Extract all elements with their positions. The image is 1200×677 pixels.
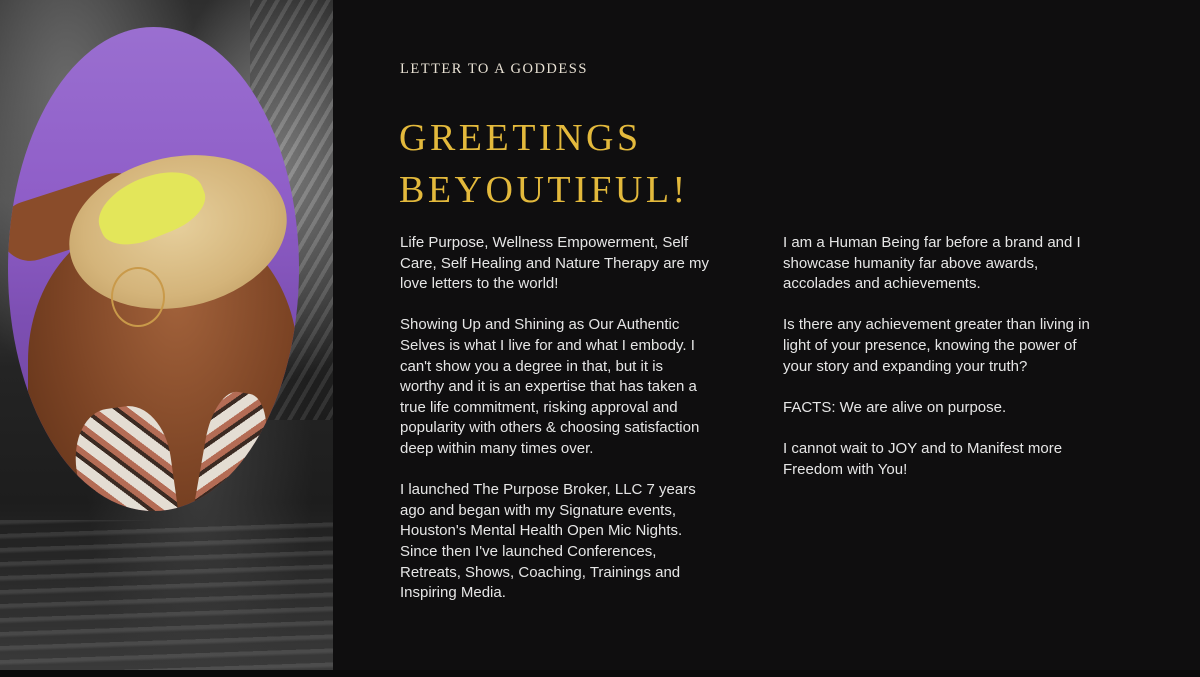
- text-line: Is there any achievement greater than living in: [783, 316, 1090, 334]
- paragraph: [783, 233, 1128, 295]
- headline-line-2: BEYOUTIFUL!: [399, 169, 689, 211]
- paragraph: [783, 439, 1128, 480]
- text-line: your story and expanding your truth?: [783, 357, 1028, 375]
- text-line: Houston's Mental Health Open Mic Nights.: [400, 522, 683, 540]
- paragraph: [400, 233, 745, 295]
- right-text-column: [783, 233, 1128, 501]
- text-line: ago and began with my Signature events,: [400, 501, 677, 519]
- left-text-column: [400, 233, 745, 624]
- text-line: I am a Human Being far before a brand and I: [783, 234, 1081, 251]
- text-line: I launched The Purpose Broker, LLC 7 years: [400, 481, 696, 499]
- subtitle: LETTER TO A GODDESS: [400, 61, 588, 77]
- text-line: I cannot wait to JOY and to Manifest more: [783, 439, 1063, 457]
- portrait-oval: [8, 27, 299, 511]
- text-line: true life commitment, risking approval and: [400, 398, 678, 416]
- text-line: Showing Up and Shining as Our Authentic: [400, 316, 680, 334]
- text-line: Retreats, Shows, Coaching, Trainings and: [400, 563, 681, 581]
- text-line: deep within many times over.: [400, 439, 594, 457]
- hoop-earring: [111, 267, 165, 327]
- bottom-edge: [0, 670, 1200, 677]
- water-ripples: [0, 520, 333, 670]
- text-line: showcase humanity far above awards,: [783, 254, 1039, 272]
- paragraph: [400, 480, 745, 604]
- text-line: Freedom with You!: [783, 460, 908, 478]
- text-line: light of your presence, knowing the power of: [783, 336, 1077, 354]
- text-line: Selves is what I live for and what I embody. I: [400, 336, 695, 354]
- text-line: popularity with others & choosing satisfaction: [400, 419, 700, 437]
- headline: [399, 112, 689, 216]
- text-line: Since then I've launched Conferences,: [400, 542, 657, 560]
- paragraph: [783, 398, 1128, 419]
- text-line: FACTS: We are alive on purpose.: [783, 398, 1007, 416]
- text-line: Care, Self Healing and Nature Therapy are my: [400, 254, 710, 272]
- headline-line-1: GREETINGS: [399, 117, 642, 159]
- text-line: worthy and it is an expertise that has taken a: [400, 378, 697, 396]
- paragraph: [400, 315, 745, 459]
- text-line: love letters to the world!: [400, 275, 559, 293]
- paragraph: [783, 315, 1128, 377]
- background-photo-panel: [0, 0, 333, 670]
- text-line: can't show you a degree in that, but it is: [400, 357, 664, 375]
- text-line: Inspiring Media.: [400, 584, 506, 602]
- text-line: accolades and achievements.: [783, 275, 981, 293]
- text-line: Life Purpose, Wellness Empowerment, Self: [400, 234, 689, 251]
